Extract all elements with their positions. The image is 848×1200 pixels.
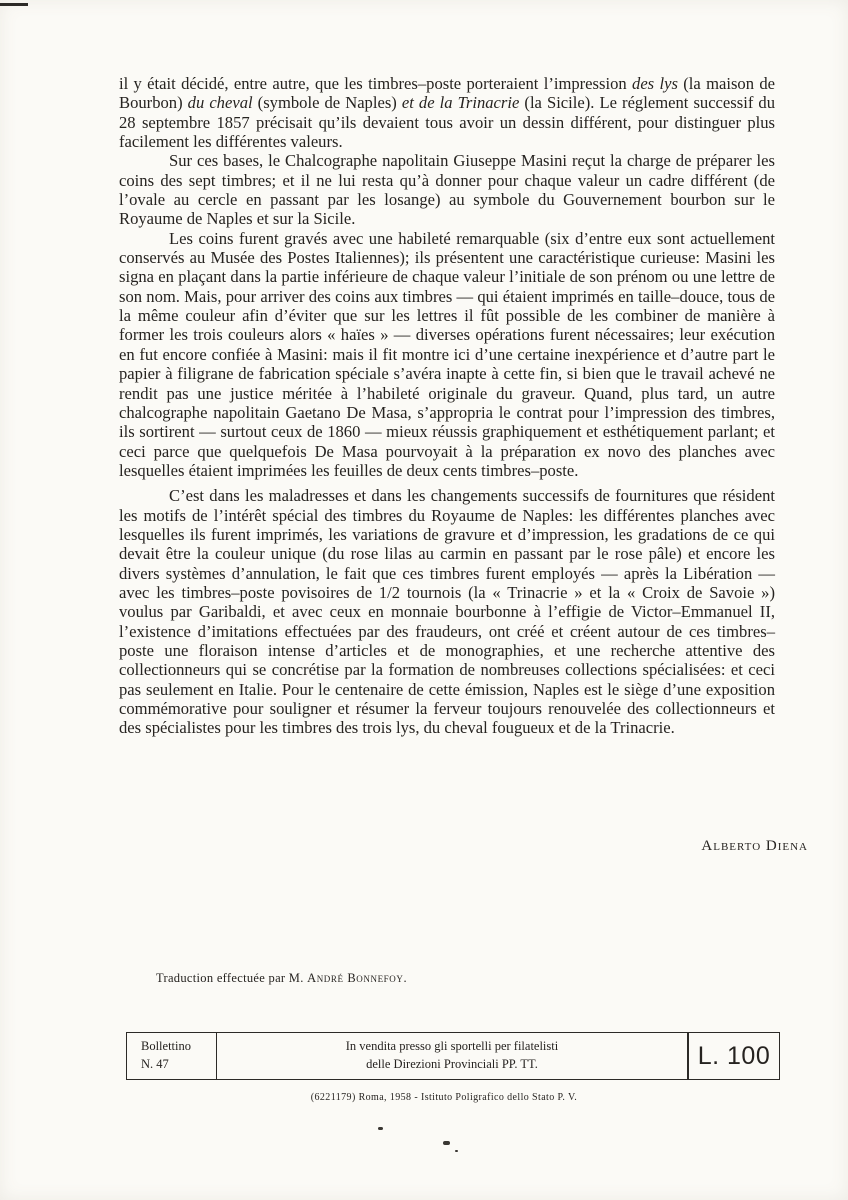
text-run: il y était décidé, entre autre, que les timbres–poste porteraient l’impression bbox=[119, 74, 633, 93]
ink-speck bbox=[455, 1150, 458, 1152]
italic-run: et de la Trinacrie bbox=[401, 93, 520, 113]
article-body bbox=[119, 74, 775, 738]
price-label: L. 100 bbox=[697, 1041, 771, 1070]
sale-line-1: In vendita presso gli sportelli per filatelisti bbox=[345, 1039, 559, 1053]
text-run: (symbole de Naples) bbox=[252, 93, 402, 113]
text-run: Les coins furent gravés avec une habileté remarquable (six d’entre eux sont actuellement conservés au Musée des Postes Italiennes); ils présentent une caractéristique curieuse: Masini les signa en plaçant dans la partie inférieure de chaque valeur l’initiale de son prénom ou une lettre de son nom. Mais, pour arriver des coins aux timbres — qui étaient imprimés en taille–douce, tous de la même couleur afin d’éviter que sur les lettres il fût possible de les combiner de manière à former les trois couleurs alors « haïes » — diverses opérations furent nécessaires; leur exécution en fut encore confiée à Masini: mais il fit montre ici d’une certaine inexpérience et d’autre part le papier à filigrane de fabrication spéciale s’avéra inapte à cette fin, si bien que le travail achevé ne rendit pas une justice méritée à l’habileté originale du graveur. Quand, plus tard, un autre chalcographe napolitain Gaetano De Masa, s’appropria le contrat pour l’impression des timbres, ils sortirent — surtout ceux de 1860 — mieux réussis graphiquement et esthétiquement parlant; et ceci parce que quelquefois De Masa pourvoyait à la préparation ex novo des planches avec lesquelles étaient imprimées les feuilles de deux cents timbres–poste. bbox=[119, 228, 775, 480]
translator-name: André Bonnefoy. bbox=[307, 971, 408, 985]
author-signature: Alberto Diena bbox=[701, 838, 808, 854]
text-run: C’est dans les maladresses et dans les changements successifs de fournitures que résident les motifs de l’intérêt spécial des timbres du Royaume de Naples: les différentes planches avec lesquelles ils furent imprimés, les variations de gravure et d’impression, les gradations de ce qui devait être la couleur unique (du rose lilas au carmin en passant par le rose pâle) et encore les divers systèmes d’annulation, le fait que ces timbres furent employés — après la Libération — avec les timbres–poste povisoires de 1/2 tournois (la « Trinacrie » et la « Croix de Savoie ») voulus par Garibaldi, et avec ceux en monnaie bourbonne à l’effigie de Victor–Emmanuel II, l’existence d’imitations effectuées par des fraudeurs, ont créé et créent autour de ces timbres–poste une floraison intense d’articles et de monographies, et une recherche attentive des collectionneurs qui se concrétise par la formation de nombreuses collections spécialisées: et ceci pas seulement en Italie. Pour le centenaire de cette émission, Naples est le siège d’une exposition commémorative pour souligner et résumer la ferveur toujours renouvelée des collectionneurs et des spécialistes pour les timbres des trois lys, du cheval fougueux et de la Trinacrie. bbox=[119, 486, 775, 738]
corner-rule-mark bbox=[0, 3, 28, 6]
paragraph-4 bbox=[119, 486, 775, 737]
italic-run: du cheval bbox=[187, 93, 253, 113]
translation-prefix: Traduction effectuée par M. bbox=[156, 971, 304, 985]
text-run: Sur ces bases, le Chalcographe napolitain Giuseppe Masini reçut la charge de préparer les coins des sept timbres; et il ne lui resta qu’à donner pour chaque valeur un cadre différent (de l’ovale au cercle en passant par les losange) au symbole du Gouvernement bourbon sur le Royaume de Naples et sur la Sicile. bbox=[119, 151, 775, 229]
paragraph-1 bbox=[119, 74, 775, 151]
translation-credit bbox=[156, 971, 407, 986]
bulletin-number: N. 47 bbox=[141, 1057, 169, 1071]
paragraph-2 bbox=[119, 151, 775, 228]
price-cell bbox=[687, 1033, 779, 1079]
italic-run: des lys bbox=[632, 74, 678, 93]
sale-line-2: delle Direzioni Provinciali PP. TT. bbox=[366, 1057, 538, 1071]
bulletin-label: Bollettino bbox=[141, 1039, 191, 1053]
sale-info-cell bbox=[217, 1033, 687, 1079]
text-run: (la maison de Bourbon) bbox=[119, 74, 776, 113]
paragraph-3 bbox=[119, 229, 775, 480]
ink-speck bbox=[443, 1141, 450, 1145]
text-run: (la Sicile). Le réglement successif du 28 septembre 1857 précisait qu’ils devaient tous avoir un dessin différent, pour distinguer plus facilement les différentes valeurs. bbox=[119, 93, 775, 152]
printer-imprint: (6221179) Roma, 1958 - Istituto Poligrafico dello Stato P. V. bbox=[310, 1092, 578, 1103]
ink-speck bbox=[378, 1127, 383, 1130]
price-box bbox=[126, 1032, 780, 1080]
bulletin-cell bbox=[127, 1033, 217, 1079]
